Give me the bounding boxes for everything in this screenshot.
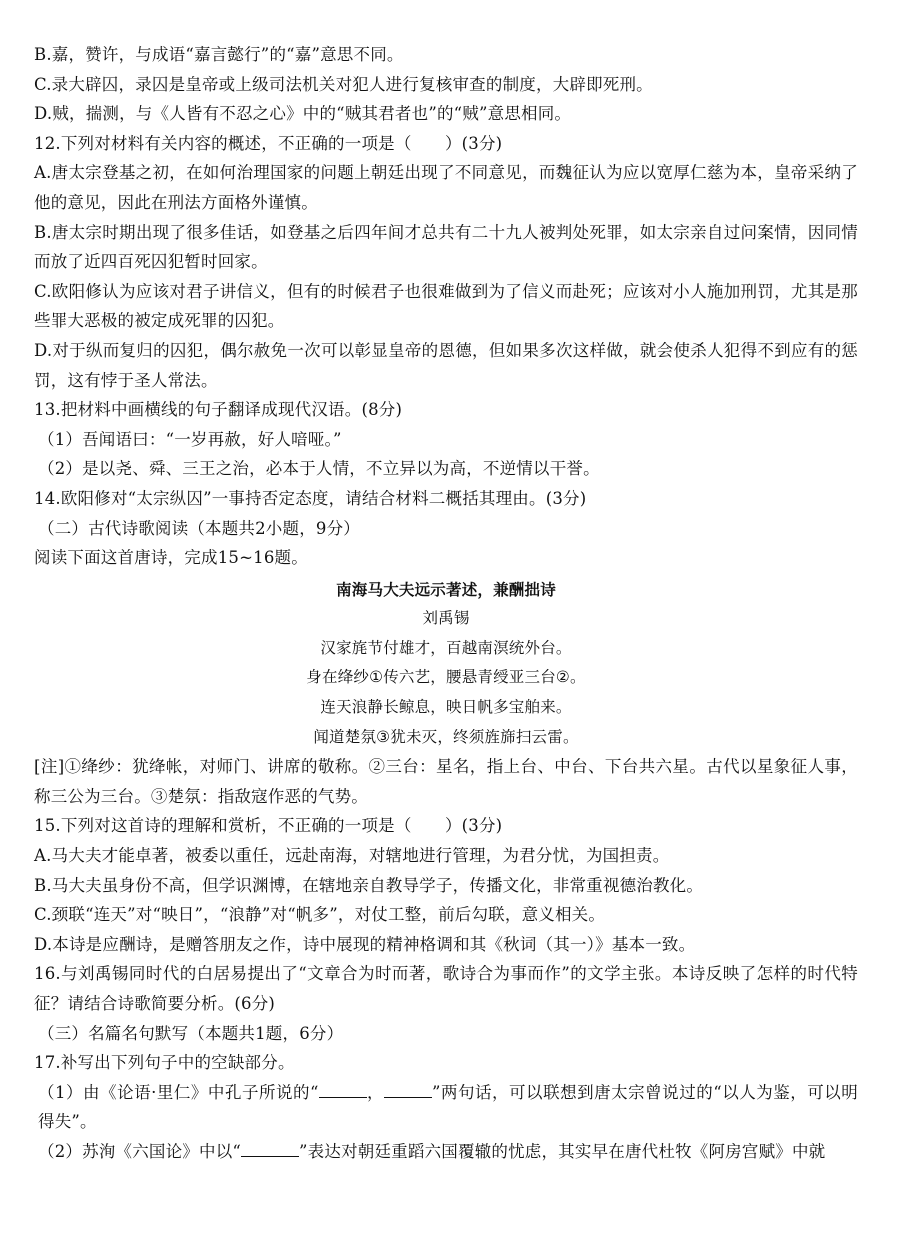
q12-option-b: B.唐太宗时期出现了很多佳话，如登基之后四年间才总共有二十九人被判处死罪，如太宗亲自过问案情，因同情而放了近四百死囚犯暂时回家。 xyxy=(34,222,858,272)
section-3-heading: （三）名篇名句默写（本题共1题，6分） xyxy=(38,1023,344,1043)
answer-blank[interactable] xyxy=(241,1142,299,1157)
q11-option-c: C.录大辟囚，录囚是皇帝或上级司法机关对犯人进行复核审查的制度，大辟即死刑。 xyxy=(34,74,653,94)
q17-item-2-text-a: （2）苏洵《六国论》中以“ xyxy=(38,1141,242,1161)
q17-item-2-text-b: ”表达对朝廷重蹈六国覆辙的忧虑，其实早在唐代杜牧《阿房宫赋》中就 xyxy=(299,1141,826,1161)
poem-line-3: 连天浪静长鲸息，映日帆多宝舶来。 xyxy=(320,698,572,717)
q16-stem: 16.与刘禹锡同时代的白居易提出了“文章合为时而著，歌诗合为事而作”的文学主张。本诗反映了怎样的时代特征？请结合诗歌简要分析。(6分) xyxy=(34,964,858,1013)
poem-line-1: 汉家旄节付雄才，百越南溟统外台。 xyxy=(320,638,572,657)
answer-blank[interactable] xyxy=(319,1083,367,1098)
q12-option-c: C.欧阳修认为应该对君子讲信义，但有的时候君子也很难做到为了信义而赴死；应该对小人施加刑罚，尤其是那些罪大恶极的被定成死罪的囚犯。 xyxy=(34,281,858,331)
poem-notes: [注]①绛纱：犹绛帐，对师门、讲席的敬称。②三台：星名，指上台、中台、下台共六星。古代以星象征人事，称三公为三台。③楚氛：指敌寇作恶的气势。 xyxy=(34,757,858,806)
q15-option-a: A.马大夫才能卓著，被委以重任，远赴南海，对辖地进行管理，为君分忧，为国担责。 xyxy=(34,846,670,866)
poem-title: 南海马大夫远示著述，兼酬拙诗 xyxy=(336,579,556,599)
poem-line-2: 身在绛纱①传六艺，腰悬青绶亚三台②。 xyxy=(306,668,586,687)
answer-blank[interactable] xyxy=(384,1083,432,1098)
q12-option-a: A.唐太宗登基之初，在如何治理国家的问题上朝廷出现了不同意见，而魏征认为应以宽厚仁慈为本，皇帝采纳了他的意见，因此在刑法方面格外谨慎。 xyxy=(34,163,858,212)
section-2-intro: 阅读下面这首唐诗，完成15~16题。 xyxy=(34,548,308,568)
q13-item-2: （2）是以尧、舜、三王之治，必本于人情，不立异以为高，不逆情以干誉。 xyxy=(38,459,600,479)
q14-stem: 14.欧阳修对“太宗纵囚”一事持否定态度，请结合材料二概括其理由。(3分) xyxy=(34,488,587,508)
q15-option-d: D.本诗是应酬诗，是赠答朋友之作，诗中展现的精神格调和其《秋词（其一）》基本一致。 xyxy=(34,934,696,954)
q15-option-b: B.马大夫虽身份不高，但学识渊博，在辖地亲自教导学子，传播文化，非常重视德治教化。 xyxy=(34,875,704,895)
q17-stem: 17.补写出下列句子中的空缺部分。 xyxy=(34,1053,295,1073)
q12-option-d: D.对于纵而复归的囚犯，偶尔赦免一次可以彰显皇帝的恩德，但如果多次这样做，就会使杀人犯得不到应有的惩罚，这有悖于圣人常法。 xyxy=(34,340,858,390)
q12-stem: 12.下列对材料有关内容的概述，不正确的一项是（ ）(3分) xyxy=(34,133,503,153)
poem-line-4: 闻道楚氛③犹未灭，终须旌旆扫云雷。 xyxy=(313,727,579,746)
q17-item-1-text-b: ”两句话，可以联想到唐太宗曾说过的“以人为鉴，可以明得失”。 xyxy=(38,1082,859,1132)
q17-item-2 xyxy=(34,1137,858,1167)
q17-item-1 xyxy=(34,1078,858,1137)
q11-option-d: D.贼，揣测，与《人皆有不忍之心》中的“贼其君者也”的“贼”意思相同。 xyxy=(34,104,572,124)
q11-option-b: B.嘉，赞许，与成语“嘉言懿行”的“嘉”意思不同。 xyxy=(34,45,404,64)
q13-stem: 13.把材料中画横线的句子翻译成现代汉语。(8分) xyxy=(34,400,403,420)
poem-author: 刘禹锡 xyxy=(422,609,470,628)
q13-item-1: （1）吾闻语曰：“一岁再赦，好人喑哑。” xyxy=(38,429,342,449)
section-2-heading: （二）古代诗歌阅读（本题共2小题，9分） xyxy=(38,518,360,538)
q17-item-1-text-a: （1）由《论语·里仁》中孔子所说的“ xyxy=(38,1082,319,1102)
q15-stem: 15.下列对这首诗的理解和赏析，不正确的一项是（ ）(3分) xyxy=(34,816,503,836)
q15-option-c: C.颈联“连天”对“映日”，“浪静”对“帆多”，对仗工整，前后勾联，意义相关。 xyxy=(34,905,606,925)
q17-item-1-comma: ， xyxy=(366,1082,385,1102)
